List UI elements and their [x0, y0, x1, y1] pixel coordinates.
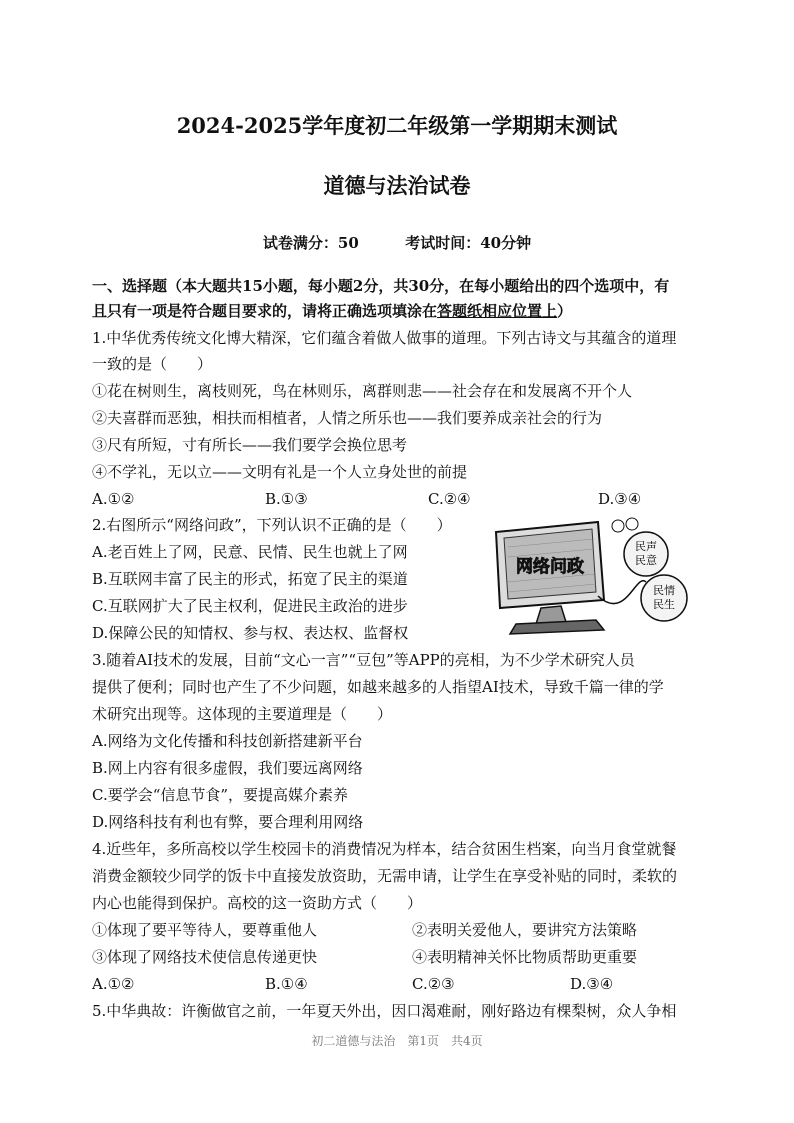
q4-option-b: B.①④ [265, 975, 308, 993]
subject-title: 道德与法治试卷 [323, 173, 471, 198]
q4-statement-4: ④表明精神关怀比物质帮助更重要 [412, 948, 638, 966]
cable [598, 581, 646, 604]
q3-option-c: C.要学会“信息节食”，要提高媒介素养 [92, 786, 349, 804]
bubble-livelihood-line1: 民情 [653, 584, 675, 597]
q5-stem-line1: 5.中华典故：许衡做官之前，一年夏天外出，因口渴难耐，刚好路边有棵梨树，众人争相 [92, 1002, 677, 1020]
q2-stem: 2.右图所示“网络问政”，下列认识不正确的是（ ） [92, 516, 452, 534]
small-face-icon [626, 518, 638, 530]
monitor-base [510, 620, 604, 634]
q3-option-b: B.网上内容有很多虚假，我们要远离网络 [92, 759, 363, 777]
q2-option-d: D.保障公民的知情权、参与权、表达权、监督权 [92, 624, 409, 642]
exam-title: 2024-2025学年度初二年级第一学期期末测试 [176, 113, 618, 138]
section1-heading-text: 且只有一项是符合题目要求的，请将正确选项填涂在 [92, 302, 438, 320]
q4-statement-1: ①体现了要平等待人，要尊重他人 [92, 921, 318, 939]
bubble-livelihood-line2: 民生 [653, 598, 675, 611]
q4-option-c: C.②③ [412, 975, 455, 993]
time-label: 考试时间：40分钟 [405, 234, 532, 252]
q3-option-d: D.网络科技有利也有弊，要合理利用网络 [92, 813, 364, 831]
small-face-icon [612, 520, 624, 532]
q1-statement-3: ③尺有所短，寸有所长——我们要学会换位思考 [92, 436, 408, 454]
q4-stem-line2: 消费金额较少同学的饭卡中直接发放资助，无需申请，让学生在享受补贴的同时，柔软的 [92, 867, 678, 885]
bubble-voice-line1: 民声 [635, 540, 657, 553]
section1-heading-underlined: 答题纸相应位置上 [437, 302, 558, 320]
q4-stem-line1: 4.近些年，多所高校以学生校园卡的消费情况为样本，结合贫困生档案，向当月食堂就餐 [92, 840, 677, 858]
q2-option-b: B.互联网丰富了民主的形式，拓宽了民主的渠道 [92, 570, 408, 588]
q4-option-d: D.③④ [570, 975, 614, 993]
section1-heading-close: ） [557, 302, 573, 320]
q1-statement-2: ②夫喜群而恶独，相扶而相植者，人情之所乐也——我们要养成亲社会的行为 [92, 409, 603, 427]
q4-statement-3: ③体现了网络技术使信息传递更快 [92, 948, 318, 966]
q1-stem-line1: 1.中华优秀传统文化博大精深，它们蕴含着做人做事的道理。下列古诗文与其蕴含的道理 [92, 329, 677, 347]
q1-statement-1: ①花在树则生，离枝则死，鸟在林则乐，离群则悲——社会存在和发展离不开个人 [92, 382, 633, 400]
score-label: 试卷满分：50 [262, 234, 359, 252]
q1-option-b: B.①③ [265, 490, 308, 508]
q1-option-c: C.②④ [428, 490, 471, 508]
q3-option-a: A.网络为文化传播和科技创新搭建新平台 [92, 732, 363, 750]
page-footer: 初二道德与法治 第1页 共4页 [311, 1034, 483, 1048]
q1-stem-line2: 一致的是（ ） [92, 355, 213, 373]
q1-statement-4: ④不学礼，无以立——文明有礼是一个人立身处世的前提 [92, 463, 468, 481]
screen-text: 网络问政 [516, 557, 584, 577]
section1-heading-line1: 一、选择题（本大题共15小题，每小题2分，共30分，在每小题给出的四个选项中，有 [92, 277, 670, 295]
q2-option-a: A.老百姓上了网，民意、民情、民生也就上了网 [92, 543, 408, 561]
q4-statement-2: ②表明关爱他人，要讲究方法策略 [412, 921, 638, 939]
q4-option-a: A.①② [92, 975, 135, 993]
section1-heading-line2 [92, 301, 572, 321]
q4-stem-line3: 内心也能得到保护。高校的这一资助方式（ ） [92, 894, 423, 912]
exam-info [0, 232, 794, 253]
q3-stem-line1: 3.随着AI技术的发展，目前“文心一言”“豆包”等APP的亮相，为不少学术研究人员 [92, 651, 635, 669]
q3-stem-line3: 术研究出现等。这体现的主要道理是（ ） [92, 705, 393, 723]
q2-option-c: C.互联网扩大了民主权利，促进民主政治的进步 [92, 597, 408, 615]
network-governance-cartoon [486, 512, 696, 636]
q1-option-a: A.①② [92, 490, 135, 508]
bubble-voice-line2: 民意 [635, 554, 657, 567]
q3-stem-line2: 提供了便利；同时也产生了不少问题，如越来越多的人指望AI技术，导致千篇一律的学 [92, 678, 664, 696]
q1-option-d: D.③④ [598, 490, 642, 508]
